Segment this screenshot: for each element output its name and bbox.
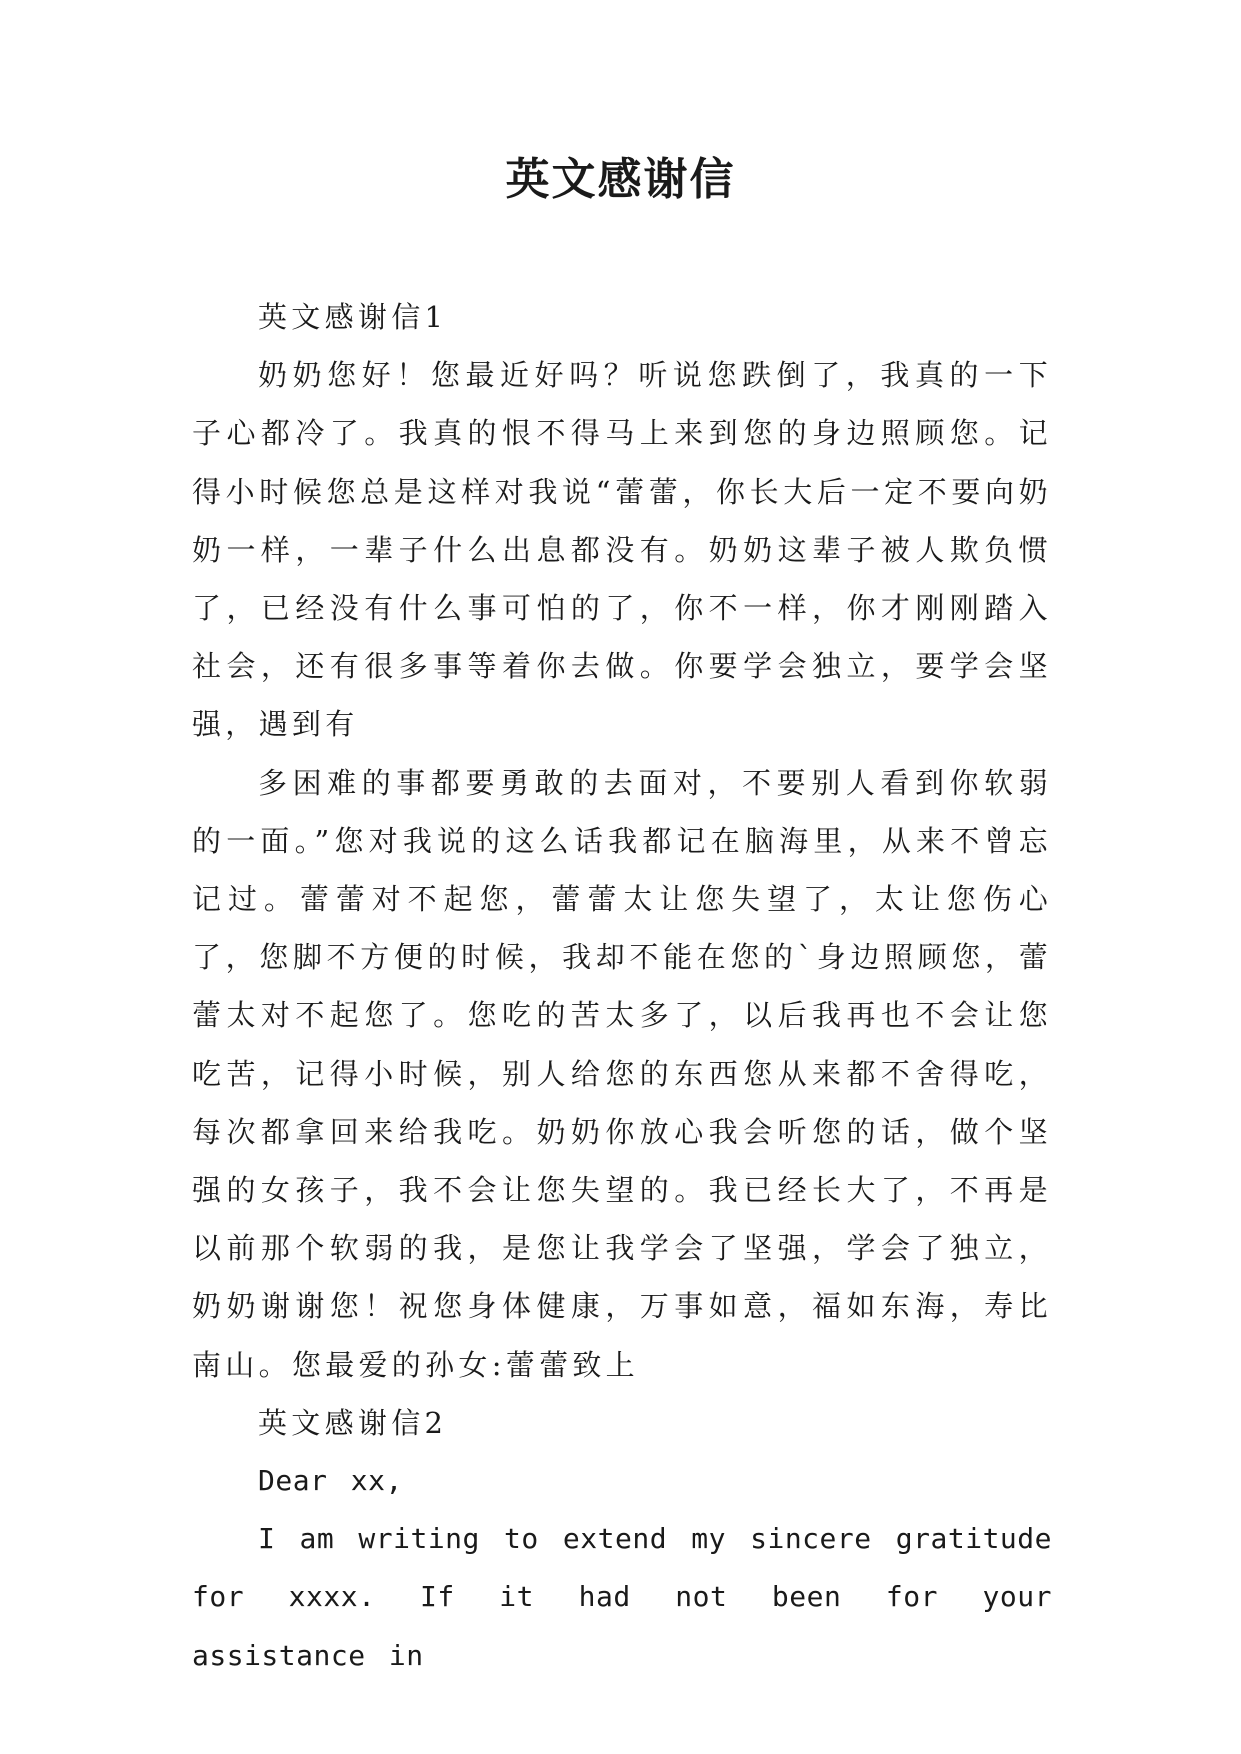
- section-heading: 英文感谢信2: [258, 1405, 448, 1440]
- section-heading: 英文感谢信1: [258, 300, 448, 334]
- letter-salutation: Dear xx,: [258, 1464, 403, 1498]
- document-body: [192, 288, 1052, 1685]
- document-title: 英文感谢信: [505, 154, 736, 205]
- body-paragraph: 奶奶您好！您最近好吗？听说您跌倒了，我真的一下子心都冷了。我真的恨不得马上来到您的身边照顾您。记得小时候您总是这样对我说“蕾蕾，你长大后一定不要向奶奶一样，一辈子什么出息都没有。奶奶这辈子被人欺负惯了，已经没有什么事可怕的了，你不一样，你才刚刚踏入社会，还有很多事等着你去做。你要学会独立，要学会坚强，遇到有: [192, 358, 1052, 742]
- body-paragraph: 多困难的事都要勇敢的去面对，不要别人看到你软弱的一面。”您对我说的这么话我都记在脑海里，从来不曾忘记过。蕾蕾对不起您，蕾蕾太让您失望了，太让您伤心了，您脚不方便的时候，我却不能在您的`身边照顾您，蕾蕾太对不起您了。您吃的苦太多了，以后我再也不会让您吃苦，记得小时候，别人给您的东西您从来都不舍得吃，每次都拿回来给我吃。奶奶你放心我会听您的话，做个坚强的女孩子，我不会让您失望的。我已经长大了，不再是以前那个软弱的我，是您让我学会了坚强，学会了独立，奶奶谢谢您！祝您身体健康，万事如意，福如东海，寿比南山。您最爱的孙女:蕾蕾致上: [192, 765, 1052, 1382]
- body-paragraph: I am writing to extend my sincere gratitude for xxxx. If it had not been for your assistance in: [192, 1522, 1052, 1672]
